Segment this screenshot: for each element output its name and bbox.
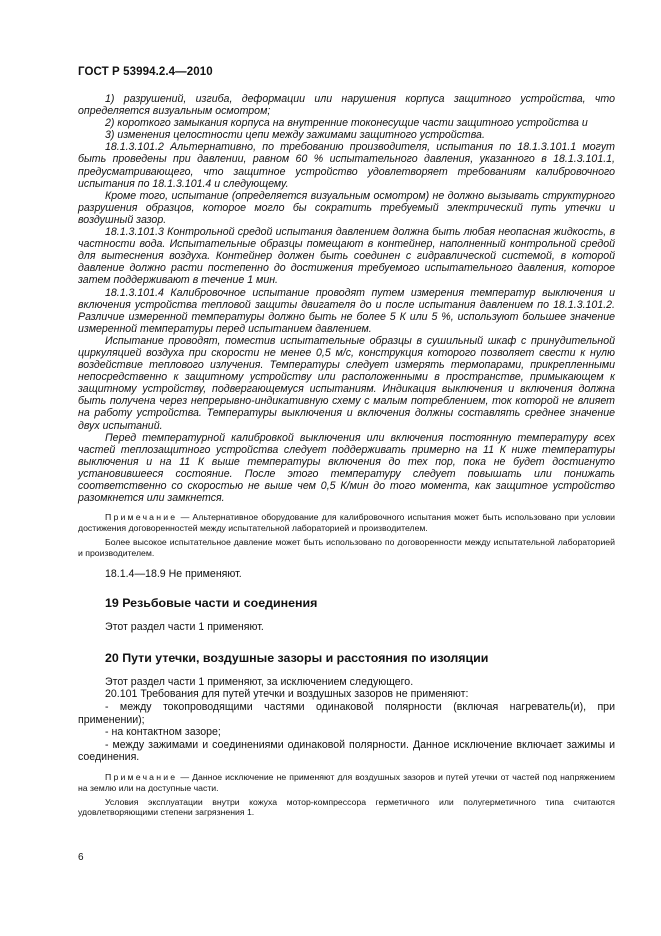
note-2 xyxy=(78,772,615,794)
note-2-continued: Условия эксплуатации внутри кожуха мотор-компрессора герметичного или полугерметичного типа считаются удовлетворяющими степени загрязнения 1. xyxy=(78,796,615,818)
paragraph: Испытание проводят, поместив испытательные образцы в сушильный шкаф с принудительной циркуляцией воздуха при скорости не менее 0,5 м/с, конструкция которого позволяет свести к нулю воздействие теплового излучения. Температуры следует измерять термопарами, прикрепленными непосредственно к защитному устройству или расположенными в пространстве, примыкающем к защитному устройству, подвергающемуся испытаниям. Индикация выключения и включения должна быть получена через непрерывно-индикативную схему с малым потреблением, ток которой не влияет на работу устройства. Температуры выключения и включения должны составлять среднее значение двух испытаний. xyxy=(78,334,615,432)
clause-not-applied: 18.1.4—18.9 Не применяют. xyxy=(105,568,242,581)
note-text: — Альтернативное оборудование для калибровочного испытания может быть использовано при условии достижения договоренностей между испытательной лабораторией и производителем. xyxy=(78,512,615,533)
note-label: Примечание xyxy=(105,771,178,782)
note-1 xyxy=(78,512,615,534)
paragraph: Кроме того, испытание (определяется визуальным осмотром) не должно вызывать структурного разрушения образцов, которое могло бы сократить требуемый электрический путь утечки и воздушный зазор. xyxy=(78,189,615,226)
clause-18-1-3-101-4: 18.1.3.101.4 Калибровочное испытание проводят путем измерения температур выключения и включения устройства тепловой защиты двигателя до и после испытания давлением по 18.1.3.101.2. Различие измеренной температуры должно быть не более 5 К или 5 %, используют большее значение измеренной температуры перед испытанием давлением. xyxy=(78,286,615,335)
list-item: - на контактном зазоре; xyxy=(105,726,221,739)
list-item: 2) короткого замыкания корпуса на внутренние токонесущие части защитного устройства и xyxy=(105,117,588,130)
document-body xyxy=(78,93,615,818)
clause-20-101: 20.101 Требования для путей утечки и воздушных зазоров не применяют: xyxy=(105,688,469,701)
section-19-heading: 19 Резьбовые части и соединения xyxy=(105,595,318,610)
list-item: - между токопроводящими частями одинаковой полярности (включая нагреватель(и), при применении); xyxy=(78,700,615,726)
section-20-heading: 20 Пути утечки, воздушные зазоры и расстояния по изоляции xyxy=(105,650,489,665)
section-19-text: Этот раздел части 1 применяют. xyxy=(105,621,264,634)
paragraph: Перед температурной калибровкой выключения или включения постоянную температуру всех частей теплозащитного устройства следует поддерживать примерно на 11 К ниже температуры выключения и на 11 К выше температуры включения до тех пор, пока не будет достигнуто установившееся состояние. После этого температуру следует повышать или понижать соответственно со скоростью не выше чем 0,5 К/мин до того момента, как защитное устройство разомкнется или замкнется. xyxy=(78,431,615,505)
clause-18-1-3-101-2: 18.1.3.101.2 Альтернативно, по требованию производителя, испытания по 18.1.3.101.1 могут быть проведены при давлении, равном 60 % испытательного давления, указанного в 18.1.3.101.1, предусматривающего, что защитное устройство удовлетворяет требованиям калибровочного испытания по 18.1.3.101.4 и следующему. xyxy=(78,141,615,190)
note-text: — Данное исключение не применяют для воздушных зазоров и путей утечки от частей под напряжением на землю или на доступные части. xyxy=(78,771,615,793)
list-item: - между зажимами и соединениями одинаковой полярности. Данное исключение включает зажимы и соединения. xyxy=(78,738,615,764)
document-header: ГОСТ Р 53994.2.4—2010 xyxy=(78,66,213,78)
list-item: 3) изменения целостности цепи между зажимами защитного устройства. xyxy=(105,129,485,142)
note-1-continued: Более высокое испытательное давление может быть использовано по договоренности между испытательной лабораторией и производителем. xyxy=(78,536,615,558)
list-item: 1) разрушений, изгиба, деформации или нарушения корпуса защитного устройства, что определяется визуальным осмотром; xyxy=(78,93,615,118)
note-label: Примечание xyxy=(105,512,178,523)
page-number: 6 xyxy=(78,852,84,863)
section-20-text: Этот раздел части 1 применяют, за исключением следующего. xyxy=(105,675,414,688)
clause-18-1-3-101-3: 18.1.3.101.3 Контрольной средой испытания давлением должна быть любая неопасная жидкость, в частности вода. Испытательные образцы помещают в контейнер, наполненный контрольной средой для вытеснения воздуха. Контейнер должен быть соединен с гидравлической системой, в которой давление должно расти постепенно до достижения требуемого испытательного давления, которое затем поддерживают в течение 1 мин. xyxy=(78,226,615,287)
